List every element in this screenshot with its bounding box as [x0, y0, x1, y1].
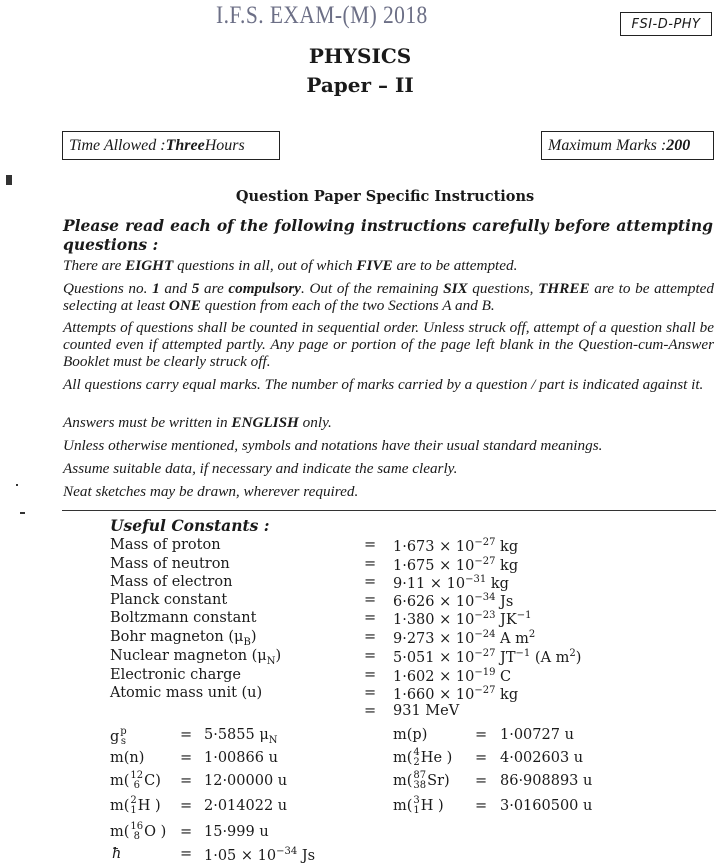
- equals-sign: =: [475, 798, 488, 814]
- scan-mark: [6, 175, 12, 185]
- equals-sign: =: [364, 703, 377, 719]
- mass-value: 2·014022 u: [204, 798, 288, 814]
- equals-sign: =: [364, 685, 377, 701]
- mass-value: 1·00866 u: [204, 750, 278, 766]
- mass-value: $1\cdot 05 \times 10^{-34}$ Js: [204, 846, 316, 864]
- paper-title: Paper – II: [306, 73, 414, 97]
- constant-value: $1\cdot 380 \times 10^{-23}$ $JK^{-1}$: [393, 610, 532, 628]
- mass-label: m( 2 1 H ): [110, 795, 161, 816]
- equals-sign: =: [180, 773, 193, 789]
- instruction-2: Questions no. 1 and 5 are compulsory. Out of the remaining SIX questions, THREE are to be attempted selecting at least ONE question from each of the two Sections A and B.: [63, 280, 715, 314]
- time-allowed-box: [62, 131, 280, 160]
- constant-name: Mass of proton: [110, 537, 221, 553]
- mass-label: m( 3 1 H ): [393, 795, 444, 816]
- time-value: Three: [165, 136, 205, 154]
- constant-value: $1\cdot 673 \times 10^{-27}$ kg: [393, 537, 519, 555]
- equals-sign: =: [180, 846, 193, 862]
- mass-label: m(n): [110, 750, 145, 766]
- equals-sign: =: [180, 750, 193, 766]
- exam-stamp: I.F.S. EXAM-(M) 2018: [216, 2, 428, 29]
- mass-value: 4·002603 u: [500, 750, 584, 766]
- mass-value: 12·00000 u: [204, 773, 288, 789]
- mass-label: m(p): [393, 727, 428, 743]
- constant-name: Mass of electron: [110, 574, 233, 590]
- instruction-6: Unless otherwise mentioned, symbols and notations have their usual standard meanings.: [63, 437, 603, 454]
- constant-value: $9\cdot 11 \times 10^{-31}$ kg: [393, 574, 509, 592]
- equals-sign: =: [475, 727, 488, 743]
- equals-sign: =: [364, 629, 377, 645]
- reduced-planck-label: ħ: [112, 846, 122, 862]
- constant-name: Nuclear magneton $(\mu_N)$: [110, 648, 282, 667]
- constant-value: $1\cdot 602 \times 10^{-19}$ C: [393, 667, 512, 685]
- mass-value: 1·00727 u: [500, 727, 574, 743]
- section-divider: [62, 510, 716, 511]
- constant-name: Boltzmann constant: [110, 610, 257, 626]
- constant-name: Bohr magneton $(\mu_B)$: [110, 629, 257, 648]
- instruction-1: There are EIGHT questions in all, out of which FIVE are to be attempted.: [63, 257, 518, 274]
- paper-code-box: FSI-D-PHY: [620, 12, 712, 36]
- mass-label: m( 87 38 Sr): [393, 770, 450, 791]
- constant-value: $6\cdot 626 \times 10^{-34}$ Js: [393, 592, 514, 610]
- scan-mark: [16, 484, 18, 486]
- instruction-5: Answers must be written in ENGLISH only.: [63, 414, 332, 431]
- equals-sign: =: [364, 556, 377, 572]
- constant-value: $5\cdot 051 \times 10^{-27}$ $JT^{-1}$ (A $m^2$): [393, 648, 582, 666]
- scan-mark: [20, 512, 25, 514]
- equals-sign: =: [364, 574, 377, 590]
- equals-sign: =: [475, 750, 488, 766]
- equals-sign: =: [364, 648, 377, 664]
- constant-value: 931 MeV: [393, 703, 460, 719]
- constant-value: $1\cdot 660 \times 10^{-27}$ kg: [393, 685, 519, 703]
- equals-sign: =: [364, 667, 377, 683]
- equals-sign: =: [364, 537, 377, 553]
- constant-name: Electronic charge: [110, 667, 242, 683]
- instruction-8: Neat sketches may be drawn, wherever required.: [63, 483, 359, 500]
- time-unit: Hours: [204, 136, 245, 154]
- equals-sign: =: [180, 824, 193, 840]
- marks-value: 200: [666, 136, 691, 154]
- mass-label: m( 12 6 C): [110, 770, 161, 791]
- mass-value: 3·0160500 u: [500, 798, 593, 814]
- constant-name: Mass of neutron: [110, 556, 230, 572]
- mass-label: m( 16 8 O ): [110, 821, 167, 842]
- mass-label: m( 4 2 He ): [393, 747, 453, 768]
- constant-value: $1\cdot 675 \times 10^{-27}$ kg: [393, 556, 519, 574]
- instruction-3: Attempts of questions shall be counted in sequential order. Unless struck off, attempt of a question shall be counted even if attempted partly. Any page or portion of the page left blank in the Question-cum-Answer Booklet must be clearly struck off.: [63, 319, 714, 370]
- equals-sign: =: [180, 798, 193, 814]
- equals-sign: =: [364, 610, 377, 626]
- instruction-7: Assume suitable data, if necessary and indicate the same clearly.: [63, 460, 458, 477]
- mass-value: 15·999 u: [204, 824, 269, 840]
- marks-label: Maximum Marks :: [548, 136, 667, 154]
- instructions-lead: Please read each of the following instructions carefully before attempting questions :: [63, 216, 713, 254]
- equals-sign: =: [364, 592, 377, 608]
- instructions-heading: Question Paper Specific Instructions: [235, 188, 535, 205]
- time-label: Time Allowed :: [69, 136, 166, 154]
- constants-title: Useful Constants :: [110, 516, 270, 535]
- mass-value: 86·908893 u: [500, 773, 593, 789]
- constant-value: $9\cdot 273 \times 10^{-24}$ A $m^2$: [393, 629, 536, 647]
- mass-label: g p s: [110, 726, 127, 747]
- constant-name: Planck constant: [110, 592, 228, 608]
- equals-sign: =: [475, 773, 488, 789]
- equals-sign: =: [180, 727, 193, 743]
- maximum-marks-box: [541, 131, 714, 160]
- instruction-4: All questions carry equal marks. The number of marks carried by a question / part is indicated against it.: [63, 376, 704, 393]
- mass-value: 5·5855 $\mu_N$: [204, 727, 278, 746]
- subject-title: PHYSICS: [308, 44, 412, 68]
- constant-name: Atomic mass unit (u): [110, 685, 263, 701]
